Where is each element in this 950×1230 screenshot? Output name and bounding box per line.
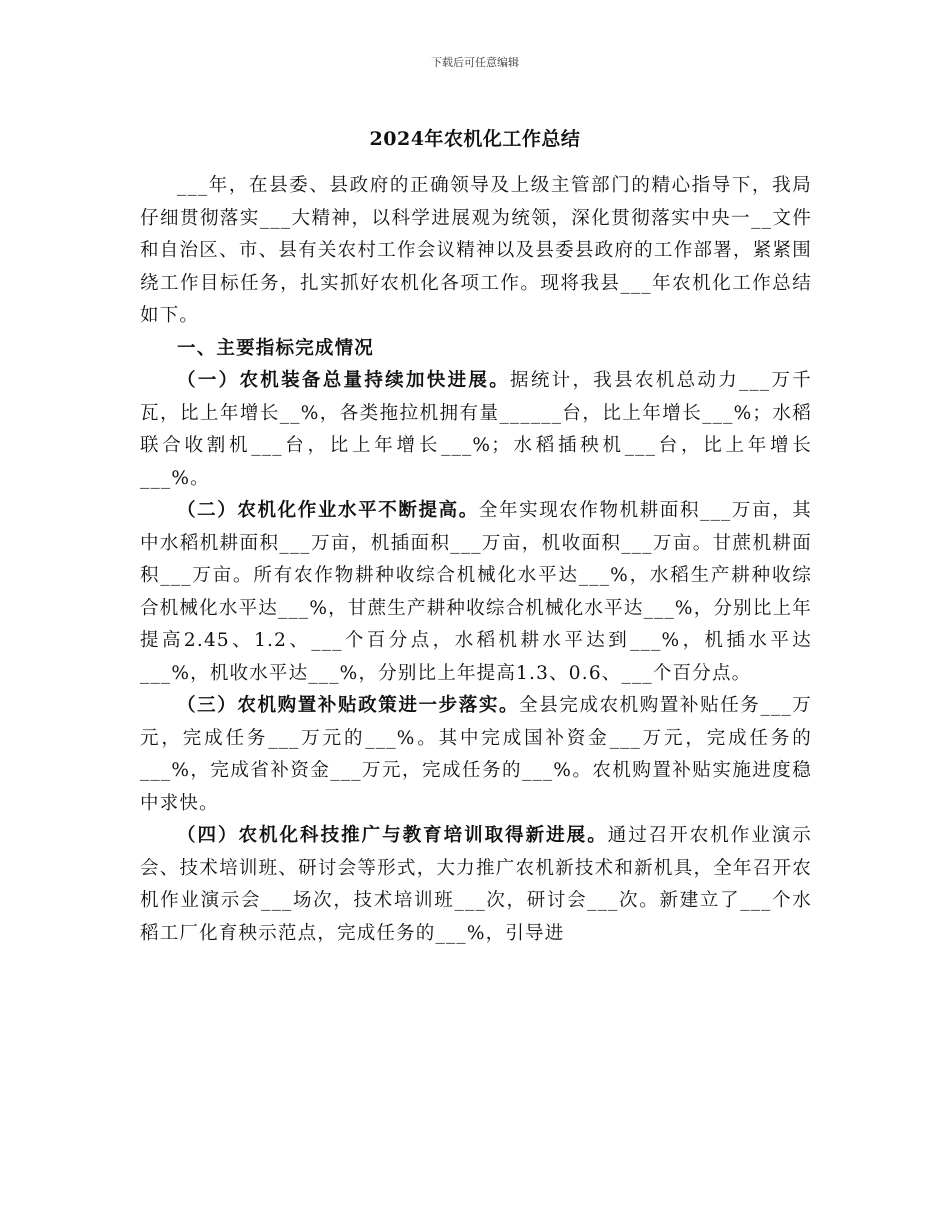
item-text: 全年实现农作物机耕面积___万亩，其中水稻机耕面积___万亩，机插面积___万亩，机收面积___万亩。甘蔗机耕面积___万亩。所有农作物耕种收综合机械化水平达___%，水稻生产耕种收综合机械化水平达___%，甘蔗生产耕种收综合机械化水平达___%，分别比上年提高2.45、1.2、___个百分点，水稻机耕水平达到___%，机插水平达___%，机收水平达___%，分别比上年提高1.3、0.6、___个百分点。 bbox=[140, 500, 812, 684]
item-lead: （二）农机化作业水平不断提高。 bbox=[177, 500, 479, 521]
item-paragraph-4 bbox=[140, 820, 812, 950]
item-lead: （一）农机装备总量持续加快进展。 bbox=[177, 370, 511, 391]
section-heading: 一、主要指标完成情况 bbox=[177, 337, 375, 359]
item-paragraph-2 bbox=[140, 495, 812, 690]
item-text: 通过召开农机作业演示会、技术培训班、研讨会等形式，大力推广农机新技术和新机具，全年召开农机作业演示会___场次，技术培训班___次，研讨会___次。新建立了___个水稻工厂化育秧示范点，完成任务的___%，引导进 bbox=[140, 825, 812, 944]
item-text: 全县完成农机购置补贴任务___万元，完成任务___万元的___%。其中完成国补资金___万元，完成任务的___%，完成省补资金___万元，完成任务的___%。农机购置补贴实施进度稳中求快。 bbox=[140, 695, 813, 814]
item-text: 据统计，我县农机总动力___万千瓦，比上年增长__%，各类拖拉机拥有量______台，比上年增长___%；水稻联合收割机___台，比上年增长___%；水稻插秧机___台，比上年增长___%。 bbox=[140, 370, 812, 489]
item-paragraph-1 bbox=[140, 365, 812, 495]
item-lead: （四）农机化科技推广与教育培训取得新进展。 bbox=[177, 825, 608, 846]
document-body bbox=[140, 170, 812, 950]
document-title: 2024年农机化工作总结 bbox=[369, 128, 581, 150]
intro-paragraph: ___年，在县委、县政府的正确领导及上级主管部门的精心指导下，我局仔细贯彻落实___大精神，以科学进展观为统领，深化贯彻落实中央一__文件和自治区、市、县有关农村工作会议精神以及县委县政府的工作部署，紧紧围绕工作目标任务，扎实抓好农机化各项工作。现将我县___年农机化工作总结如下。 bbox=[140, 175, 812, 326]
item-paragraph-3 bbox=[140, 690, 812, 820]
header-note: 下载后可任意编辑 bbox=[431, 56, 519, 69]
item-lead: （三）农机购置补贴政策进一步落实。 bbox=[177, 695, 520, 716]
